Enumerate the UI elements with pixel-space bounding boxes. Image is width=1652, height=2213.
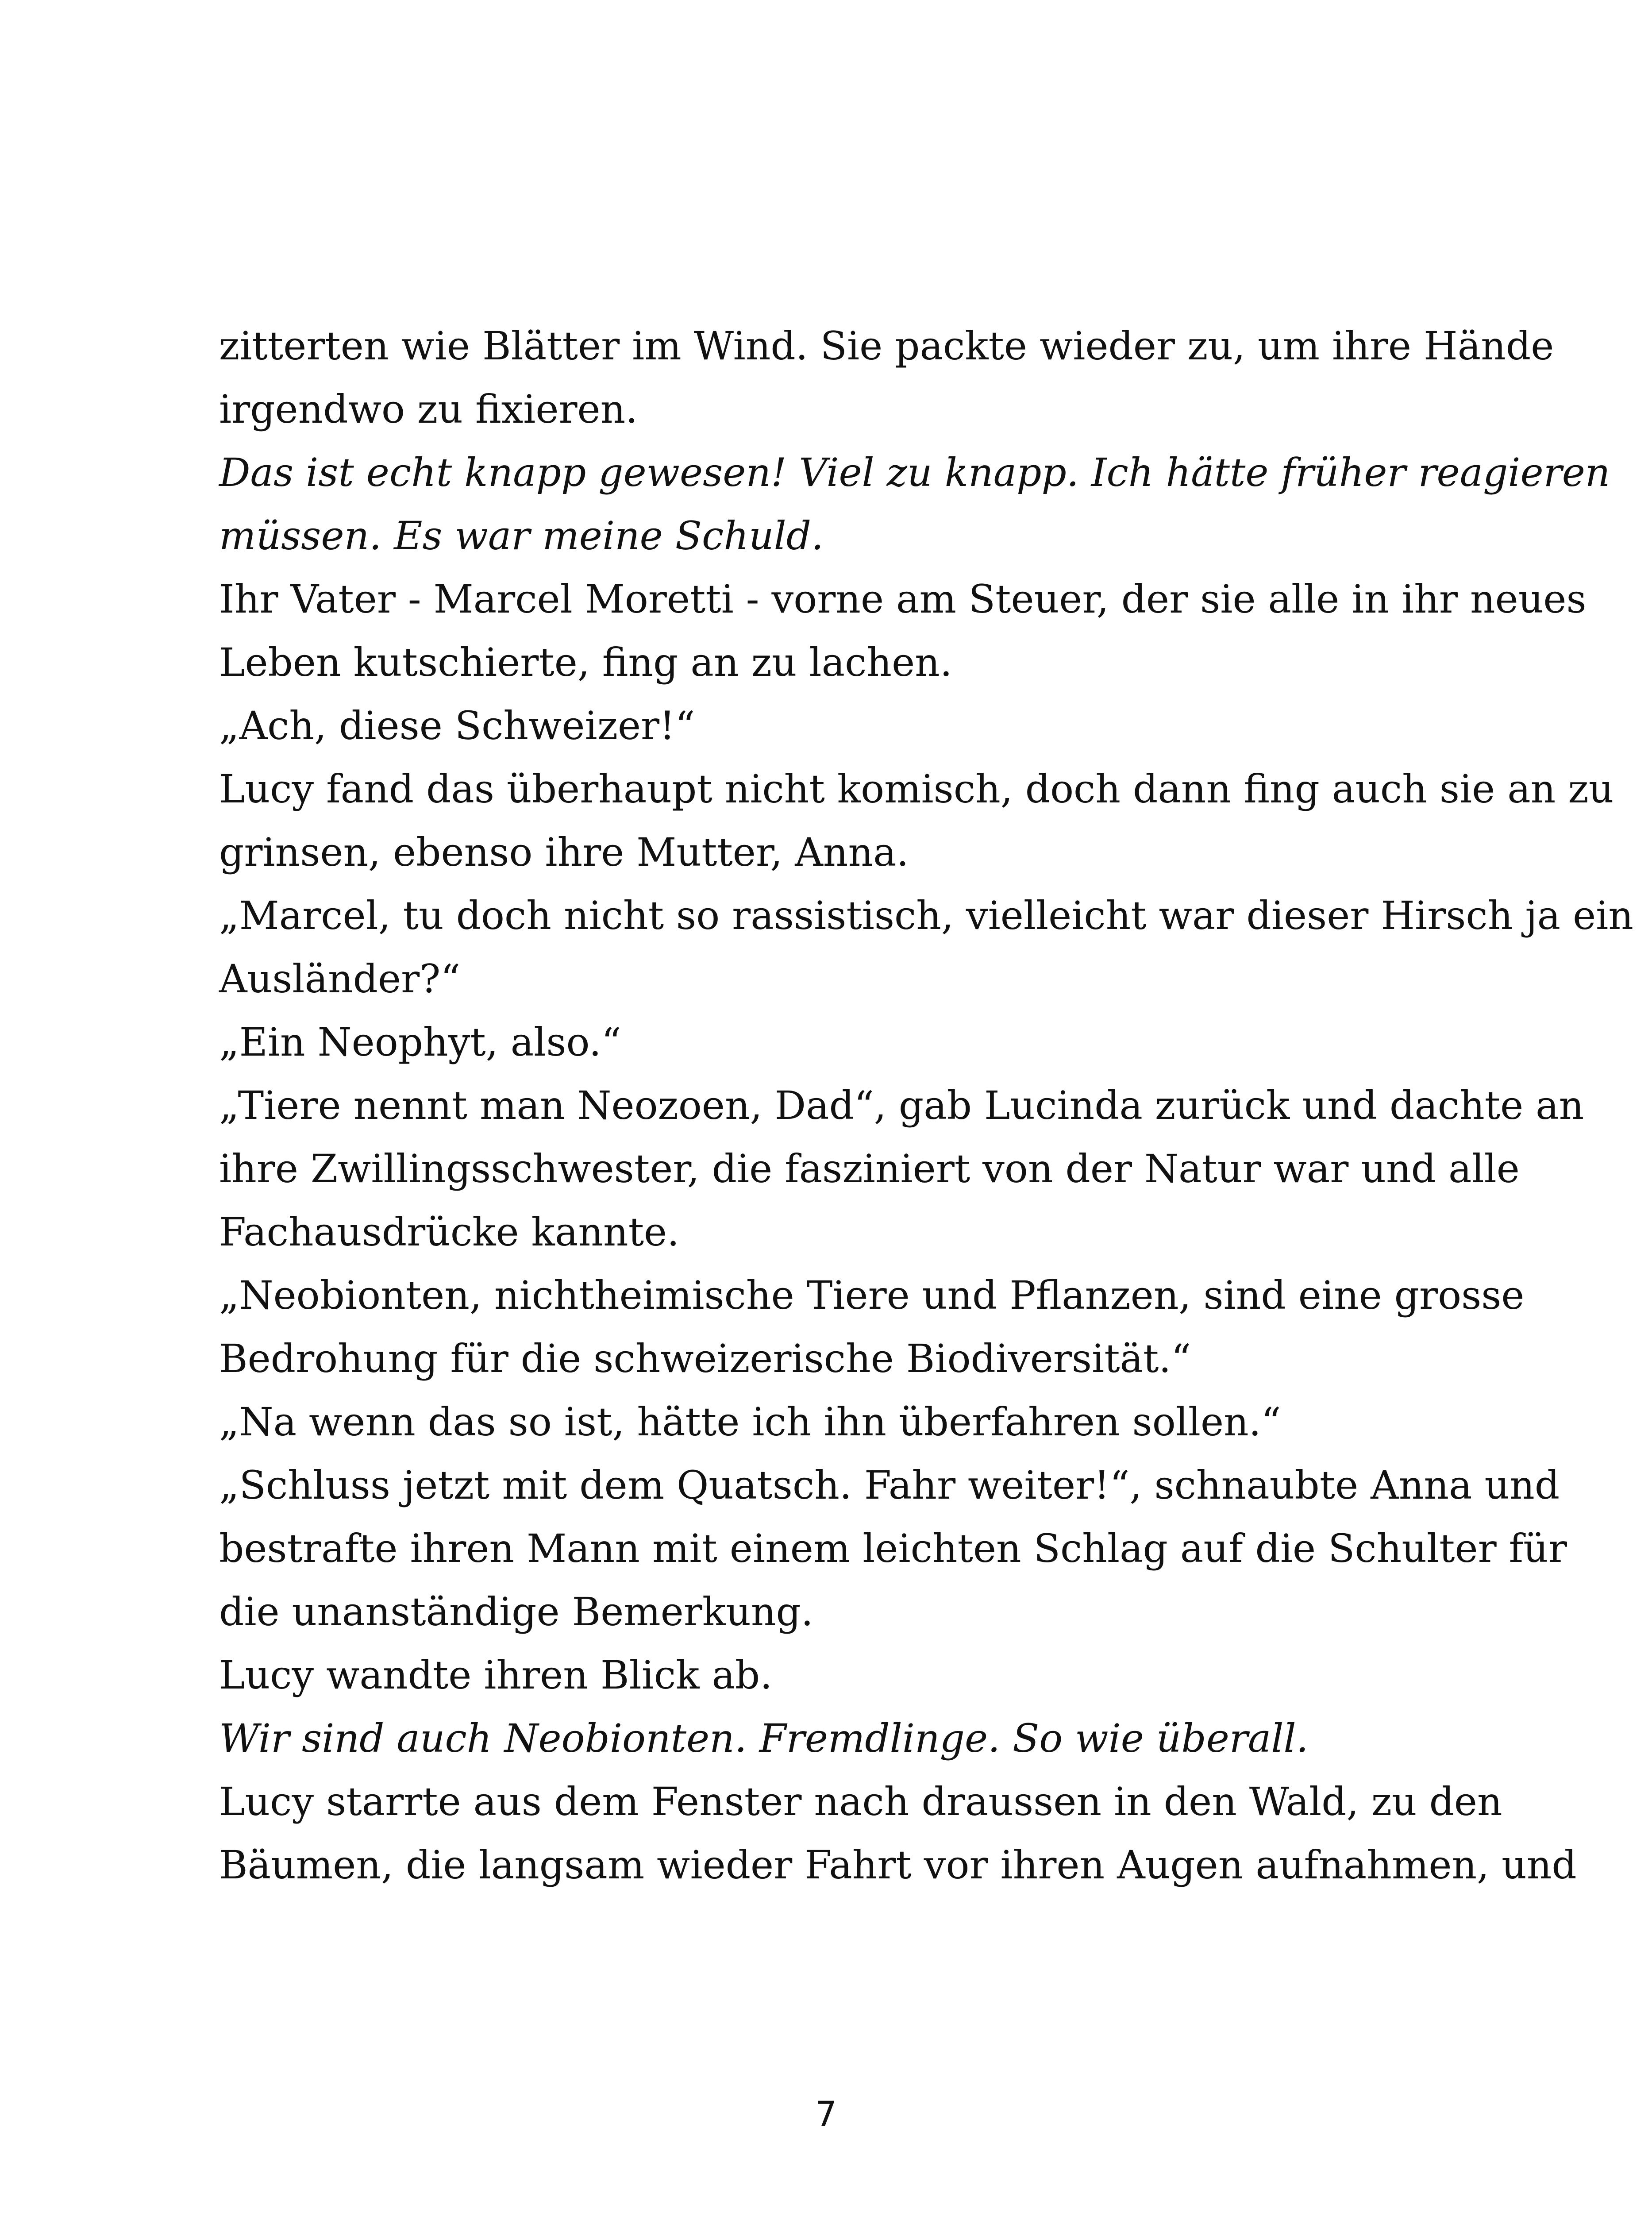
text-line: irgendwo zu fixieren.: [219, 386, 638, 432]
text-line: Fachausdrücke kannte.: [219, 1209, 680, 1255]
text-line: „Neobionten, nichtheimische Tiere und Pflanzen, sind eine grosse: [219, 1272, 1525, 1318]
text-line: „Tiere nennt man Neozoen, Dad“, gab Lucinda zurück und dachte an: [219, 1083, 1584, 1128]
text-line: „Ach, diese Schweizer!“: [219, 703, 695, 748]
text-line-italic: müssen. Es war meine Schuld.: [219, 513, 824, 559]
text-line: die unanständige Bemerkung.: [219, 1589, 813, 1635]
text-line: Lucy wandte ihren Blick ab.: [219, 1652, 773, 1698]
text-line: „Na wenn das so ist, hätte ich ihn überfahren sollen.“: [219, 1399, 1281, 1445]
text-line: Ihr Vater - Marcel Moretti - vorne am Steuer, der sie alle in ihr neues: [219, 576, 1587, 622]
text-line-italic: Wir sind auch Neobionten. Fremdlinge. So wie überall.: [219, 1716, 1309, 1761]
text-line: Lucy starrte aus dem Fenster nach draussen in den Wald, zu den: [219, 1779, 1502, 1824]
text-line: Bedrohung für die schweizerische Biodiversität.“: [219, 1336, 1191, 1381]
text-line: Leben kutschierte, fing an zu lachen.: [219, 640, 952, 685]
text-line-italic: Das ist echt knapp gewesen! Viel zu knapp. Ich hätte früher reagieren: [219, 450, 1610, 495]
text-line: ihre Zwillingsschwester, die fasziniert von der Natur war und alle: [219, 1146, 1520, 1191]
text-line: „Schluss jetzt mit dem Quatsch. Fahr weiter!“, schnaubte Anna und: [219, 1462, 1560, 1508]
text-line: Bäumen, die langsam wieder Fahrt vor ihren Augen aufnahmen, und: [219, 1842, 1577, 1888]
page-number: 7: [815, 2095, 837, 2135]
text-line: „Marcel, tu doch nicht so rassistisch, vielleicht war dieser Hirsch ja ein: [219, 893, 1633, 938]
text-line: Lucy fand das überhaupt nicht komisch, doch dann fing auch sie an zu: [219, 766, 1614, 812]
body-text: [219, 314, 1633, 1897]
text-line: bestrafte ihren Mann mit einem leichten Schlag auf die Schulter für: [219, 1526, 1567, 1571]
text-line: grinsen, ebenso ihre Mutter, Anna.: [219, 829, 909, 875]
text-line: zitterten wie Blätter im Wind. Sie packte wieder zu, um ihre Hände: [219, 323, 1554, 369]
text-line: „Ein Neophyt, also.“: [219, 1019, 621, 1065]
text-line: Ausländer?“: [219, 956, 461, 1002]
